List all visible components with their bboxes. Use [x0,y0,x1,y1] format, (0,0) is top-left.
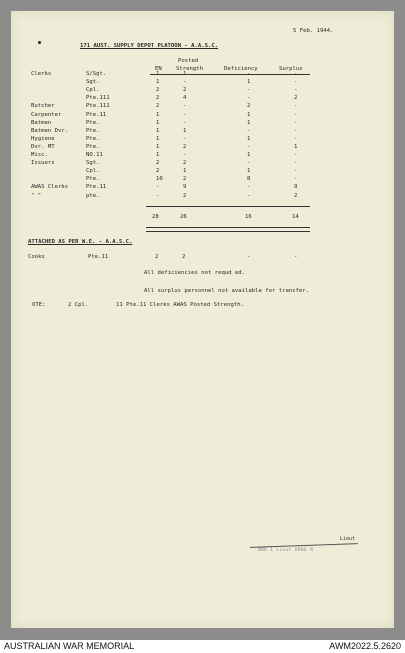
row-rank: Pte. [86,143,100,150]
row-surplus: - [294,79,298,86]
row-rank: Sgt. [86,160,100,167]
total-deficiency: 16 [245,214,252,220]
row-rank: NO.11 [86,152,103,158]
row-deficiency: - [247,160,251,167]
caption-bar [0,640,405,653]
row-posted: - [183,103,187,110]
row-posted: - [183,152,187,158]
row-surplus: - [294,87,298,94]
signature-rank: Lieut [340,536,356,542]
row-deficiency: - [247,95,251,102]
row-posted: 1 [183,168,187,175]
row-deficiency: 1 [247,111,251,118]
row-en: 1 [156,71,160,77]
attached-rank: Pte.11 [88,254,109,260]
row-posted: 1 [183,71,187,77]
row-rank: Pte. [86,176,100,183]
attached-en: 2 [155,254,159,260]
row-en: 1 [156,119,160,126]
col-surplus: Surplus [279,66,303,72]
document-title: 171 AUST. SUPPLY DEPOT PLATOON - A.A.S.C. [80,43,219,49]
row-posted: - [183,111,187,118]
row-rank: Pte.11 [86,184,107,191]
total-surplus: 14 [292,214,299,220]
row-en: 1 [156,152,160,158]
header-rule [150,74,310,75]
totals-rule [146,206,310,207]
row-posted: 2 [183,160,187,167]
row-deficiency: - [247,87,251,94]
row-rank: Sgt. [86,79,100,86]
row-trade: Clerks [31,71,52,77]
row-trade: Issuers [31,160,55,167]
note-count: 2 Cpl. [68,302,89,308]
attached-deficiency: - [247,254,251,260]
row-posted: 2 [183,87,187,94]
row-rank: Cpl. [86,168,100,175]
row-deficiency: 1 [247,79,251,86]
row-surplus: 1 [294,143,298,150]
row-trade: Butcher [31,103,55,110]
row-en: 1 [156,111,160,118]
row-rank: Pte.11 [86,111,107,118]
row-deficiency: - [247,127,251,134]
row-surplus: - [294,111,298,118]
row-rank: S/Sgt. [86,71,107,77]
row-surplus: 2 [294,95,298,102]
row-surplus: - [294,127,298,134]
row-deficiency: - [247,143,251,150]
row-en: - [156,184,160,191]
row-surplus: - [294,135,298,142]
row-en: 1 [156,127,160,134]
row-posted: 9 [183,184,187,191]
row-deficiency: 1 [247,152,251,158]
row-en: 2 [156,103,160,110]
row-surplus: - [294,168,298,175]
row-deficiency: 1 [247,135,251,142]
col-deficiency: Deficiency [224,66,258,72]
attached-heading: ATTACHED AS PER W.E. - A.A.S.C. [28,239,133,245]
row-rank: pte. [86,192,100,199]
row-posted: 4 [183,95,187,102]
row-rank: Pte.111 [86,95,110,102]
row-rank: Pte. [86,135,100,142]
row-trade: Hygiene [31,135,55,142]
row-posted: - [183,135,187,142]
row-rank: Cpl. [86,87,100,94]
row-surplus: - [294,119,298,126]
row-surplus: - [294,160,298,167]
signature-stamp: NBD 1 Lieut ORDE R [258,548,314,553]
row-en: 1 [156,135,160,142]
row-en: 1 [156,79,160,86]
total-en: 28 [152,214,159,220]
row-deficiency: - [247,71,251,77]
row-posted: - [183,79,187,86]
row-surplus: - [294,103,298,110]
row-en: - [156,192,160,199]
caption-right: AWM2022.5.2620 [329,641,401,651]
row-surplus: - [294,71,298,77]
note-label: OTE: [32,302,46,308]
row-posted: 2 [183,143,187,150]
row-deficiency: - [247,192,251,199]
col-posted: Posted [178,58,199,64]
row-deficiency: 8 [247,176,251,183]
document-page [11,11,394,628]
punch-mark [38,41,41,44]
note-text: 11 Pte.11 Clerks AWAS Posted Strength. [116,302,244,308]
row-trade: AWAS Clerks [31,184,69,191]
row-en: 2 [156,95,160,102]
row-rank: Pte.111 [86,103,110,110]
row-posted: 2 [183,176,187,183]
row-trade: " " [31,192,42,199]
row-surplus: 2 [294,192,298,199]
col-en: EN [155,66,162,72]
attached-posted: 2 [182,254,186,260]
row-en: 2 [156,168,160,175]
row-surplus: - [294,152,298,158]
col-strength: Strength [176,66,203,72]
row-posted: 1 [183,127,187,134]
row-trade: Misc. [31,152,48,158]
row-posted: 2 [183,192,187,199]
row-en: 2 [156,160,160,167]
row-surplus: 9 [294,184,298,191]
row-deficiency: - [247,184,251,191]
double-rule [146,227,310,232]
row-en: 2 [156,87,160,94]
document-date: 5 Feb. 1944. [293,28,334,34]
attached-trade: Cooks [28,254,45,260]
row-deficiency: 1 [247,119,251,126]
row-en: 10 [156,176,163,183]
attached-surplus: - [294,254,298,260]
row-trade: Dvr. MT [31,143,55,150]
row-rank: Pte. [86,127,100,134]
note-surplus: All surplus personnel not available for transfer. [144,288,310,294]
row-deficiency: 1 [247,168,251,175]
caption-left: AUSTRALIAN WAR MEMORIAL [4,641,135,651]
row-posted: - [183,119,187,126]
note-deficiencies: All deficiencies not requd ed. [144,270,246,276]
row-trade: Batmen [31,119,52,126]
total-posted: 26 [180,214,187,220]
row-en: 1 [156,143,160,150]
row-trade: Batmen Dvr. [31,127,69,134]
row-deficiency: 2 [247,103,251,110]
row-surplus: - [294,176,298,183]
row-rank: Pte. [86,119,100,126]
row-trade: Carpenter [31,111,62,118]
